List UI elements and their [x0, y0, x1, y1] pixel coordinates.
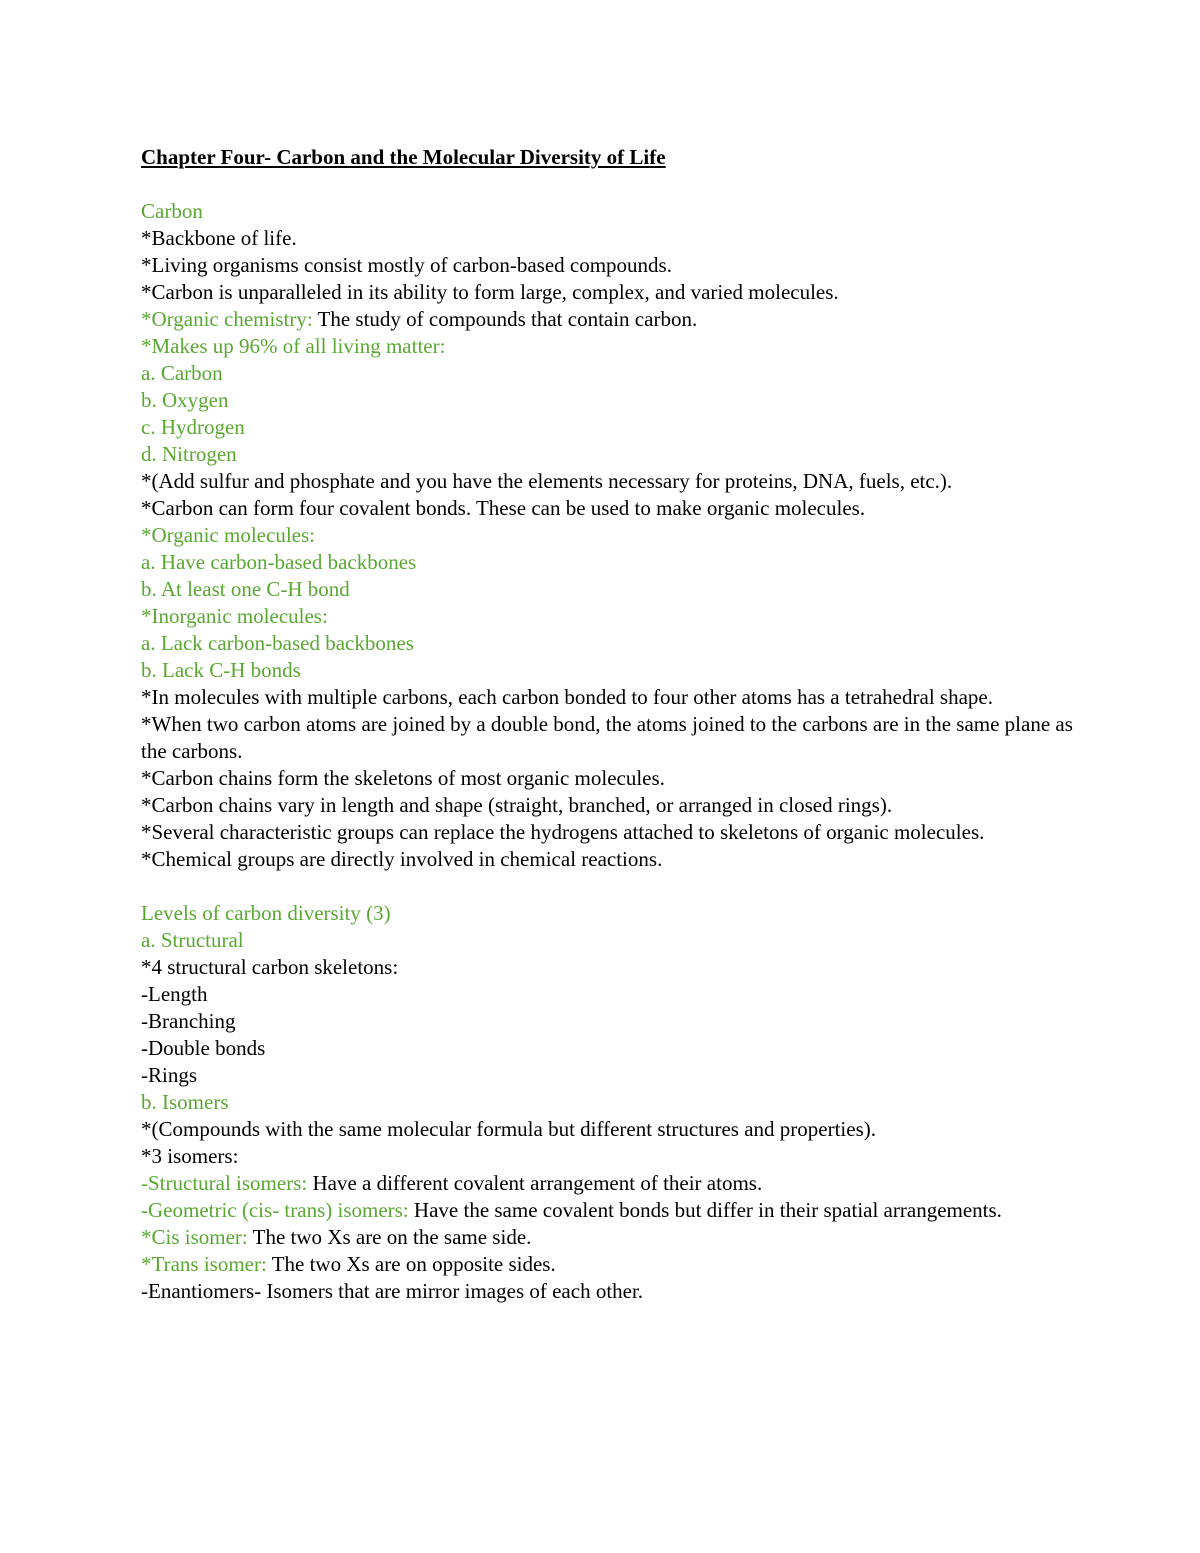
list-item: d. Nitrogen [141, 442, 237, 466]
list-item: a. Have carbon-based backbones [141, 550, 417, 574]
note-line [141, 1197, 1081, 1224]
section-carbon [141, 198, 1081, 873]
note-line: *Several characteristic groups can replace the hydrogens attached to skeletons of organic molecules. [141, 820, 985, 844]
document-page [141, 144, 1081, 1305]
term-definition: Have the same covalent bonds but differ in their spatial arrangements. [408, 1198, 1002, 1222]
note-line: *In molecules with multiple carbons, each carbon bonded to four other atoms has a tetrahedral shape. [141, 685, 993, 709]
note-line: *When two carbon atoms are joined by a double bond, the atoms joined to the carbons are in the same plane as the carbons. [141, 712, 1073, 763]
page-title: Chapter Four- Carbon and the Molecular Diversity of Life [141, 145, 666, 169]
list-item: b. Oxygen [141, 388, 229, 412]
note-line: *Organic molecules: [141, 523, 315, 547]
term-definition: The two Xs are on the same side. [247, 1225, 532, 1249]
note-line: *(Compounds with the same molecular formula but different structures and properties). [141, 1117, 876, 1141]
term-label: -Structural isomers: [141, 1171, 308, 1195]
note-line: *(Add sulfur and phosphate and you have the elements necessary for proteins, DNA, fuels, etc.). [141, 469, 953, 493]
list-item: c. Hydrogen [141, 415, 245, 439]
note-line: *Inorganic molecules: [141, 604, 328, 628]
term-label: *Organic chemistry: [141, 307, 313, 331]
term-label: -Geometric (cis- trans) isomers: [141, 1198, 409, 1222]
list-item: a. Structural [141, 928, 244, 952]
list-item: a. Carbon [141, 361, 223, 385]
note-line: -Enantiomers- Isomers that are mirror images of each other. [141, 1279, 644, 1303]
note-line: *Carbon can form four covalent bonds. These can be used to make organic molecules. [141, 496, 866, 520]
list-item: -Branching [141, 1009, 236, 1033]
term-definition: The study of compounds that contain carbon. [312, 307, 698, 331]
section-heading-levels: Levels of carbon diversity (3) [141, 901, 391, 925]
term-definition: The two Xs are on opposite sides. [266, 1252, 556, 1276]
list-item: -Double bonds [141, 1036, 266, 1060]
note-line: *Backbone of life. [141, 226, 297, 250]
list-item: b. Isomers [141, 1090, 229, 1114]
note-line: *Carbon is unparalleled in its ability to form large, complex, and varied molecules. [141, 280, 839, 304]
list-item: -Rings [141, 1063, 198, 1087]
list-item: b. Lack C-H bonds [141, 658, 301, 682]
section-heading-carbon: Carbon [141, 199, 203, 223]
term-label: *Trans isomer: [141, 1252, 267, 1276]
section-levels-of-diversity [141, 900, 1081, 1305]
note-line: *Living organisms consist mostly of carbon-based compounds. [141, 253, 672, 277]
note-line: *Chemical groups are directly involved in chemical reactions. [141, 847, 663, 871]
list-item: b. At least one C-H bond [141, 577, 350, 601]
note-line: *Carbon chains form the skeletons of most organic molecules. [141, 766, 665, 790]
note-line: *4 structural carbon skeletons: [141, 955, 399, 979]
note-line [141, 1224, 1081, 1251]
note-line [141, 1170, 1081, 1197]
term-definition: Have a different covalent arrangement of their atoms. [307, 1171, 763, 1195]
note-line [141, 1251, 1081, 1278]
note-line [141, 306, 1081, 333]
list-item: a. Lack carbon-based backbones [141, 631, 414, 655]
note-line: *3 isomers: [141, 1144, 239, 1168]
spacer [141, 873, 1081, 900]
note-line: *Carbon chains vary in length and shape (straight, branched, or arranged in closed rings). [141, 793, 893, 817]
note-line: *Makes up 96% of all living matter: [141, 334, 446, 358]
list-item: -Length [141, 982, 208, 1006]
term-label: *Cis isomer: [141, 1225, 248, 1249]
